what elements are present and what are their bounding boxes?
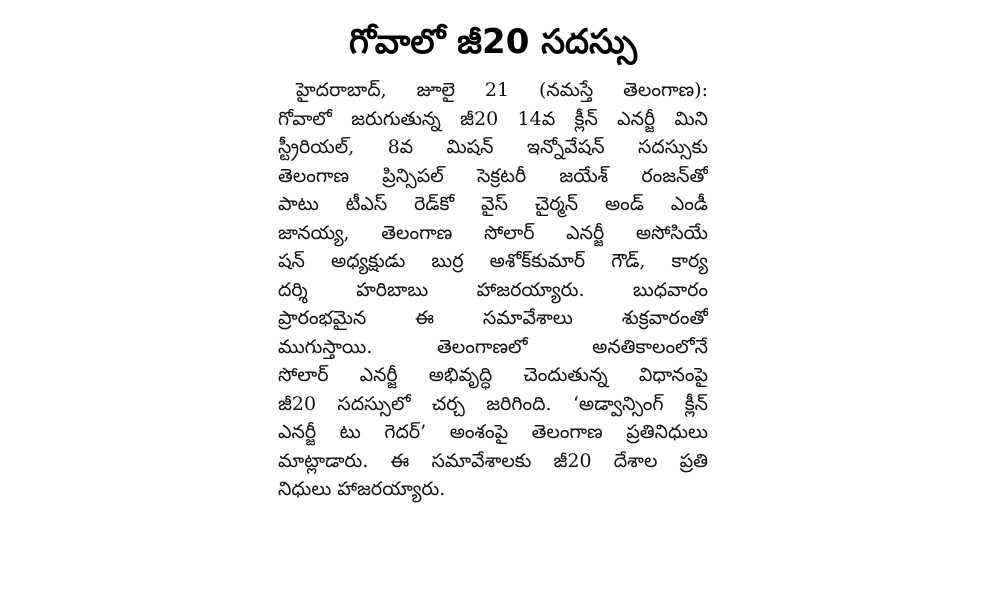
article-line: హైదరాబాద్, జూలై 21 (నమస్తే తెలంగాణ):	[296, 79, 708, 101]
article-line: జీ20 సదస్సులో చర్చ జరిగింది. ‘అడ్వాన్సింగ్ క్లీన్	[278, 392, 708, 415]
article-line: జానయ్య, తెలంగాణ సోలార్ ఎనర్జీ అసోసియే	[278, 221, 708, 244]
article-line: తెలంగాణ ప్రిన్సిపల్ సెక్రటరీ జయేశ్ రంజన్‌తో	[278, 164, 708, 187]
article-line: గోవాలో జరుగుతున్న జీ20 14వ క్లీన్ ఎనర్జీ మిని	[278, 107, 708, 130]
article-line: షన్ అధ్యక్షుడు బుర్ర అశోక్‌కుమార్ గౌడ్, కార్య	[278, 250, 708, 272]
article-line: సోలార్ ఎనర్జీ అభివృద్ధి చెందుతున్న విధానంపై	[278, 364, 708, 386]
article-line: ప్రారంభమైన ఈ సమావేశాలు శుక్రవారంతో	[278, 307, 708, 329]
article-line: ఎనర్జీ టు గెదర్’ అంశంపై తెలంగాణ ప్రతినిధులు	[278, 421, 708, 443]
news-article	[278, 0, 708, 608]
article-line: స్ట్రీరియల్, 8వ మిషన్ ఇన్నోవేషన్ సదస్సుకు	[278, 136, 708, 158]
article-headline: గోవాలో జీ20 సదస్సు	[348, 22, 637, 62]
article-line: దర్శి హరిబాబు హాజరయ్యారు. బుధవారం	[278, 278, 708, 301]
article-line: పాటు టీఎస్ రెడ్‌కో వైస్ చైర్మన్ అండ్ ఎండీ	[278, 193, 708, 215]
article-line: ముగుస్తాయి. తెలంగాణలో అనతికాలంలోనే	[278, 335, 708, 358]
article-line: నిధులు హాజరయ్యారు.	[278, 478, 446, 500]
article-body	[278, 76, 708, 504]
article-line: మాట్లాడారు. ఈ సమావేశాలకు జీ20 దేశాల ప్రతి	[278, 449, 708, 472]
